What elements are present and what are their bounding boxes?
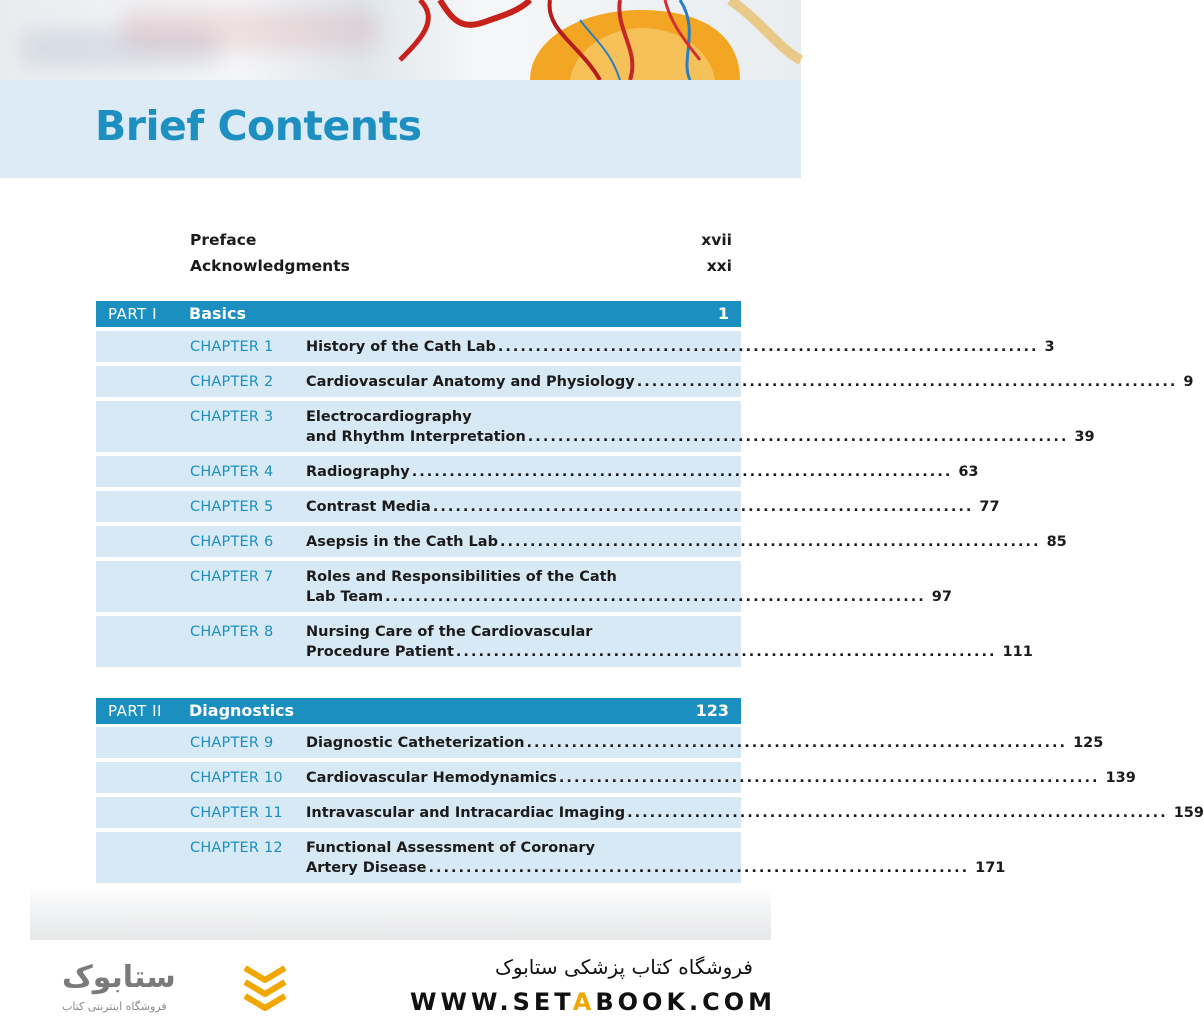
chapter-title-line: Procedure Patient	[306, 644, 454, 660]
chapter-row: CHAPTER 8 Nursing Care of the Cardiovascular Procedure Patient ........................................................................ 111	[96, 616, 741, 667]
front-matter-label: Preface	[190, 231, 257, 249]
chapter-page: 159	[1173, 805, 1204, 821]
chapter-title: History of the Cath Lab	[306, 339, 496, 355]
chapter-row: CHAPTER 11 Intravascular and Intracardiac Imaging ........................................................................ 159	[96, 797, 741, 828]
chapter-title-line: Artery Disease	[306, 860, 427, 876]
chapter-page: 85	[1046, 534, 1067, 550]
chapter-title: Intravascular and Intracardiac Imaging	[306, 805, 626, 821]
chapter-row: CHAPTER 1 History of the Cath Lab ........................................................................ 3	[96, 331, 741, 362]
front-matter-label: Acknowledgments	[190, 257, 350, 275]
chapter-page: 3	[1044, 339, 1055, 355]
chapter-label: CHAPTER 4	[190, 464, 274, 480]
part-page: 1	[717, 304, 729, 323]
store-logo-subtitle: فروشگاه اینترنتی کتاب	[62, 1000, 167, 1013]
chapter-row: CHAPTER 12 Functional Assessment of Coronary Artery Disease ........................................................................ 171	[96, 832, 741, 883]
chapter-title: Radiography	[306, 464, 410, 480]
page-title: Brief Contents	[95, 102, 422, 150]
chapter-title-line: Roles and Responsibilities of the Cath	[306, 569, 617, 585]
chapter-label: CHAPTER 1	[190, 339, 274, 355]
chapter-label: CHAPTER 12	[190, 840, 283, 856]
chapter-title: Diagnostic Catheterization	[306, 735, 525, 751]
chapter-page: 77	[979, 499, 1000, 515]
front-matter-preface	[190, 231, 732, 249]
chapter-page: 171	[975, 860, 1006, 876]
chapter-title-line: Electrocardiography	[306, 409, 472, 425]
chapter-page: 125	[1073, 735, 1104, 751]
store-name: فروشگاه کتاب پزشکی ستابوک	[495, 955, 753, 979]
store-url: WWW.SETABOOK.COM	[410, 988, 777, 1016]
chapter-page: 39	[1074, 429, 1095, 445]
chapter-row: CHAPTER 2 Cardiovascular Anatomy and Physiology ........................................................................ 9	[96, 366, 741, 397]
chapter-title: Cardiovascular Hemodynamics	[306, 770, 557, 786]
chapter-label: CHAPTER 2	[190, 374, 274, 390]
chapter-page: 63	[958, 464, 979, 480]
part-page: 123	[695, 701, 729, 720]
part-title: Diagnostics	[189, 701, 295, 720]
chapter-title-line: Functional Assessment of Coronary	[306, 840, 595, 856]
front-matter-page: xxi	[706, 257, 732, 275]
chapter-page: 139	[1105, 770, 1136, 786]
chapter-row: CHAPTER 5 Contrast Media ........................................................................ 77	[96, 491, 741, 522]
chapter-row: CHAPTER 9 Diagnostic Catheterization ........................................................................ 125	[96, 727, 741, 758]
chapter-label: CHAPTER 7	[190, 569, 274, 585]
front-matter-acknowledgments	[190, 257, 732, 275]
chapter-title-line: Lab Team	[306, 589, 384, 605]
chapter-title-line: Nursing Care of the Cardiovascular	[306, 624, 593, 640]
chapter-page: 111	[1002, 644, 1033, 660]
chapter-label: CHAPTER 8	[190, 624, 274, 640]
chapter-label: CHAPTER 5	[190, 499, 274, 515]
chapter-row: CHAPTER 7 Roles and Responsibilities of the Cath Lab Team ........................................................................ 97	[96, 561, 741, 612]
chapter-row: CHAPTER 4 Radiography ........................................................................ 63	[96, 456, 741, 487]
chapter-label: CHAPTER 9	[190, 735, 274, 751]
part-number: PART I	[108, 305, 158, 323]
part-title: Basics	[189, 304, 247, 323]
chapter-title: Cardiovascular Anatomy and Physiology	[306, 374, 635, 390]
store-logo-icon	[240, 960, 290, 1010]
chapter-label: CHAPTER 3	[190, 409, 274, 425]
chapter-page: 9	[1183, 374, 1194, 390]
top-banner-image	[0, 0, 801, 80]
heart-illustration-icon	[380, 0, 801, 80]
chapter-title: Contrast Media	[306, 499, 431, 515]
part-header-basics	[96, 301, 741, 327]
page-shadow	[30, 888, 771, 940]
chapter-title: Asepsis in the Cath Lab	[306, 534, 498, 550]
chapter-title-line: and Rhythm Interpretation	[306, 429, 526, 445]
part-number: PART II	[108, 702, 162, 720]
chapter-page: 97	[931, 589, 952, 605]
chapter-row: CHAPTER 3 Electrocardiography and Rhythm Interpretation ........................................................................ 39	[96, 401, 741, 452]
chapter-row: CHAPTER 6 Asepsis in the Cath Lab ........................................................................ 85	[96, 526, 741, 557]
chapter-label: CHAPTER 6	[190, 534, 274, 550]
chapter-row: CHAPTER 10 Cardiovascular Hemodynamics ........................................................................ 139	[96, 762, 741, 793]
part-header-diagnostics	[96, 698, 741, 724]
front-matter-page: xvii	[701, 231, 732, 249]
store-logo-text: ستابوک	[62, 960, 176, 995]
chapter-label: CHAPTER 11	[190, 805, 283, 821]
chapter-label: CHAPTER 10	[190, 770, 283, 786]
